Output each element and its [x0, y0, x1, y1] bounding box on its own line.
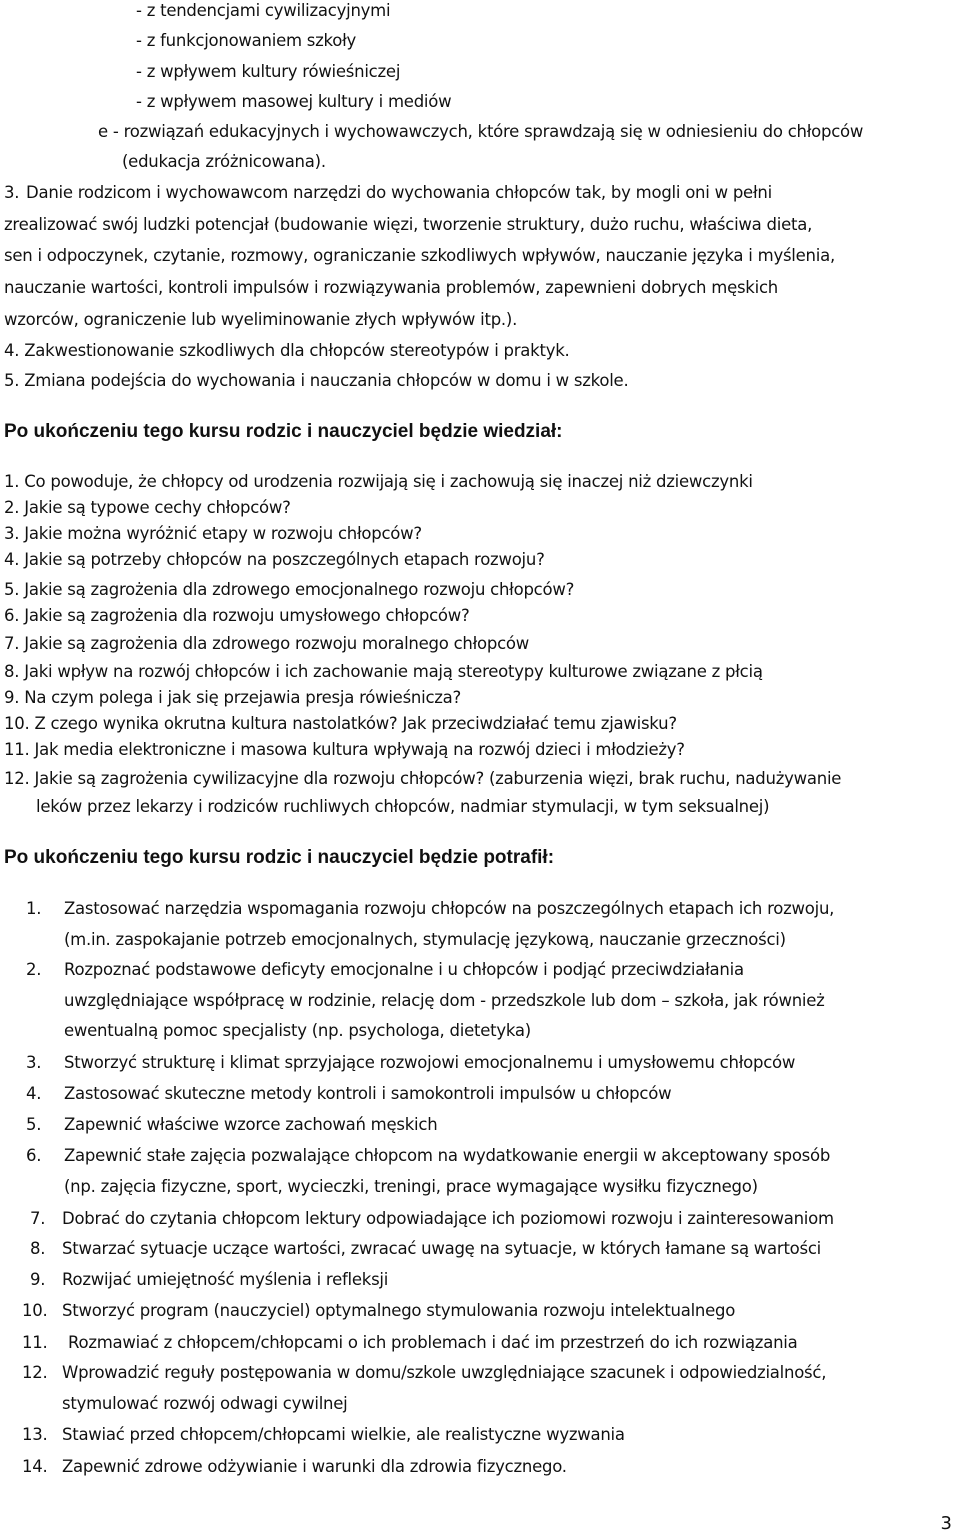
sub-item-mass-media: - z wpływem masowej kultury i mediów	[136, 92, 452, 111]
skill-line: Rozmawiać z chłopcem/chłopcami o ich problemach i dać im przestrzeń do ich rozwiązania	[68, 1333, 798, 1352]
knowledge-item: 10. Z czego wynika okrutna kultura nastolatków? Jak przeciwdziałać temu zjawisku?	[4, 714, 677, 733]
skill-line: Stwarzać sytuacje uczące wartości, zwracać uwagę na sytuacje, w których łamane są wartości	[62, 1239, 822, 1258]
skill-line: uwzględniające współpracę w rodzinie, relację dom - przedszkole lub dom – szkoła, jak również	[64, 991, 825, 1010]
knowledge-item: 7. Jakie są zagrożenia dla zdrowego rozwoju moralnego chłopców	[4, 634, 530, 653]
knowledge-item: 11. Jak media elektroniczne i masowa kultura wpływają na rozwój dzieci i młodzieży?	[4, 740, 685, 759]
item-e-line-1: e - rozwiązań edukacyjnych i wychowawczych, które sprawdzają się w odniesieniu do chłopców	[98, 122, 864, 141]
goal-3-line-3: sen i odpoczynek, czytanie, rozmowy, ograniczanie szkodliwych wpływów, nauczanie języka i myślenia,	[4, 246, 835, 265]
sub-item-civilization: - z tendencjami cywilizacyjnymi	[136, 1, 391, 20]
skill-number: 11.	[22, 1333, 48, 1352]
knowledge-item: 8. Jaki wpływ na rozwój chłopców i ich zachowanie mają stereotypy kulturowe związane z płcią	[4, 662, 763, 681]
skill-number: 13.	[22, 1425, 48, 1444]
sub-item-peer-culture: - z wpływem kultury rówieśniczej	[136, 62, 401, 81]
knowledge-item: 1. Co powoduje, że chłopcy od urodzenia rozwijają się i zachowują się inaczej niż dziewczynki	[4, 472, 753, 491]
knowledge-item: 3. Jakie można wyróżnić etapy w rozwoju chłopców?	[4, 524, 422, 543]
skill-number: 6.	[26, 1146, 42, 1165]
skill-number: 4.	[26, 1084, 42, 1103]
knowledge-item: 9. Na czym polega i jak się przejawia presja rówieśnicza?	[4, 688, 462, 707]
skill-line: Zapewnić zdrowe odżywianie i warunki dla zdrowia fizycznego.	[62, 1457, 567, 1476]
knowledge-item-12-continuation: leków przez lekarzy i rodziców ruchliwych chłopców, nadmiar stymulacji, w tym seksualnej)	[36, 797, 770, 816]
skill-line: stymulować rozwój odwagi cywilnej	[62, 1394, 348, 1413]
heading-knowledge: Po ukończeniu tego kursu rodzic i nauczyciel będzie wiedział:	[4, 421, 563, 442]
knowledge-item: 4. Jakie są potrzeby chłopców na poszczególnych etapach rozwoju?	[4, 550, 545, 569]
skill-line: Zapewnić właściwe wzorce zachowań męskich	[64, 1115, 438, 1134]
goal-3-line-2: zrealizować swój ludzki potencjał (budowanie więzi, tworzenie struktury, dużo ruchu, właściwa dieta,	[4, 215, 813, 234]
skill-number: 14.	[22, 1457, 48, 1476]
skill-number: 12.	[22, 1363, 48, 1382]
skill-number: 7.	[30, 1209, 46, 1228]
knowledge-item: 12. Jakie są zagrożenia cywilizacyjne dla rozwoju chłopców? (zaburzenia więzi, brak ruchu, nadużywanie	[4, 769, 842, 788]
skill-line: Rozpoznać podstawowe deficyty emocjonalne i u chłopców i podjąć przeciwdziałania	[64, 960, 744, 979]
skill-number: 10.	[22, 1301, 48, 1320]
skill-number: 3.	[26, 1053, 42, 1072]
skill-line: Zapewnić stałe zajęcia pozwalające chłopcom na wydatkowanie energii w akceptowany sposób	[64, 1146, 831, 1165]
knowledge-item: 2. Jakie są typowe cechy chłopców?	[4, 498, 291, 517]
skill-line: Zastosować skuteczne metody kontroli i samokontroli impulsów u chłopców	[64, 1084, 672, 1103]
skill-line: ewentualną pomoc specjalisty (np. psychologa, dietetyka)	[64, 1021, 531, 1040]
skill-number: 1.	[26, 899, 42, 918]
skill-line: Stawiać przed chłopcem/chłopcami wielkie, ale realistyczne wyzwania	[62, 1425, 625, 1444]
skill-line: (m.in. zaspokajanie potrzeb emocjonalnych, stymulację językową, nauczanie grzeczności)	[64, 930, 786, 949]
page-number: 3	[940, 1513, 952, 1534]
item-e-line-2: (edukacja zróżnicowana).	[122, 152, 326, 171]
skill-line: Wprowadzić reguły postępowania w domu/szkole uwzględniające szacunek i odpowiedzialność,	[62, 1363, 827, 1382]
knowledge-item: 5. Jakie są zagrożenia dla zdrowego emocjonalnego rozwoju chłopców?	[4, 580, 575, 599]
knowledge-item: 6. Jakie są zagrożenia dla rozwoju umysłowego chłopców?	[4, 606, 470, 625]
skill-number: 5.	[26, 1115, 42, 1134]
goal-3-line-1: Danie rodzicom i wychowawcom narzędzi do wychowania chłopców tak, by mogli oni w pełni	[26, 183, 772, 202]
goal-5: 5. Zmiana podejścia do wychowania i nauczania chłopców w domu i w szkole.	[4, 371, 629, 390]
skill-number: 8.	[30, 1239, 46, 1258]
sub-item-school: - z funkcjonowaniem szkoły	[136, 31, 357, 50]
skill-number: 2.	[26, 960, 42, 979]
goal-4: 4. Zakwestionowanie szkodliwych dla chłopców stereotypów i praktyk.	[4, 341, 570, 360]
skill-line: Stworzyć program (nauczyciel) optymalnego stymulowania rozwoju intelektualnego	[62, 1301, 736, 1320]
goal-3-number: 3.	[4, 183, 20, 202]
skill-line: Stworzyć strukturę i klimat sprzyjające rozwojowi emocjonalnemu i umysłowemu chłopców	[64, 1053, 796, 1072]
skill-line: Dobrać do czytania chłopcom lektury odpowiadające ich poziomowi rozwoju i zainteresowaniom	[62, 1209, 834, 1228]
skill-number: 9.	[30, 1270, 46, 1289]
skill-line: Zastosować narzędzia wspomagania rozwoju chłopców na poszczególnych etapach ich rozwoju,	[64, 899, 835, 918]
skill-line: (np. zajęcia fizyczne, sport, wycieczki, treningi, prace wymagające wysiłku fizycznego)	[64, 1177, 758, 1196]
heading-skills: Po ukończeniu tego kursu rodzic i nauczyciel będzie potrafił:	[4, 847, 555, 868]
goal-3-line-5: wzorców, ograniczenie lub wyeliminowanie złych wpływów itp.).	[4, 310, 518, 329]
skill-line: Rozwijać umiejętność myślenia i refleksji	[62, 1270, 389, 1289]
goal-3-line-4: nauczanie wartości, kontroli impulsów i rozwiązywania problemów, zapewnieni dobrych męskich	[4, 278, 778, 297]
